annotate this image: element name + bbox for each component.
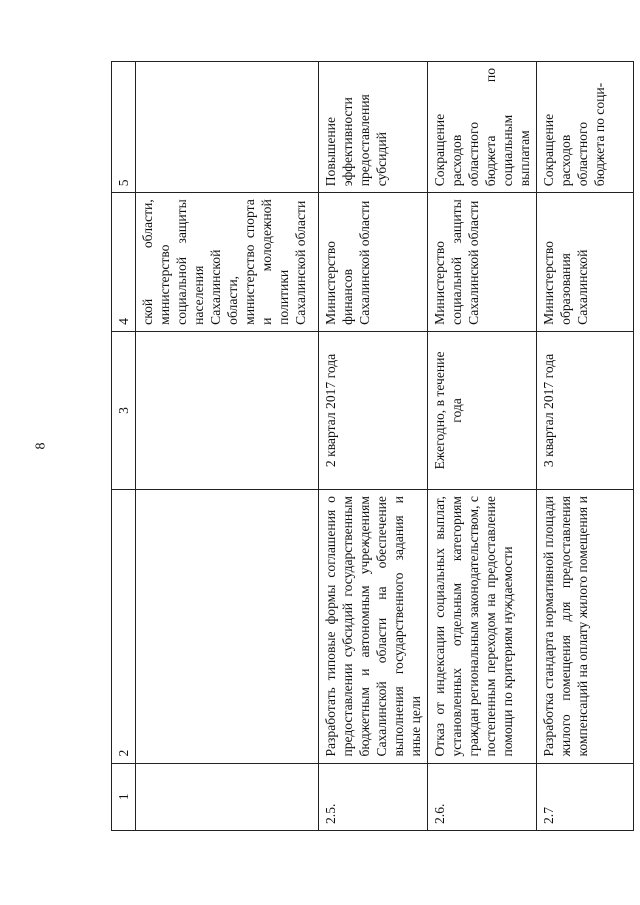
cell-executor: Министерство образования Сахалинской (537, 193, 634, 332)
column-number-3: 3 (112, 331, 136, 489)
cell-measure (136, 490, 319, 764)
table-row (537, 62, 634, 831)
cell-num: 2.5. (319, 763, 428, 830)
cell-result (136, 62, 319, 193)
cell-executor: ской области, министерство социальной защиты населения Сахалинской области, министерство спорта и молодежной политики Сахалинской области (136, 193, 319, 332)
column-number-5: 5 (112, 62, 136, 193)
cell-deadline: 2 квартал 2017 года (319, 331, 428, 489)
cell-measure: Разработать типовые формы соглашения о предоставлении субсидий государственным бюджетным и автономным учреждениям Сахалинской области на обеспечение выполнения государственного задания и иные цели (319, 490, 428, 764)
cell-deadline (136, 331, 319, 489)
cell-executor: Министерство финансов Сахалинской области (319, 193, 428, 332)
cell-result: Сокращение расходов областного бюджета по социальным выплатам (428, 62, 537, 193)
column-number-4: 4 (112, 193, 136, 332)
cell-executor: Министерство социальной защиты Сахалинской области (428, 193, 537, 332)
table-row (319, 62, 428, 831)
cell-num (136, 763, 319, 830)
cell-result: Повышение эффективности предоставления субсидий (319, 62, 428, 193)
column-number-1: 1 (112, 763, 136, 830)
column-number-row (112, 62, 136, 831)
table-row-continued (136, 62, 319, 831)
cell-measure: Разработка стандарта нормативной площади жилого помещения для предоставления компенсаций на оплату жилого помещения и (537, 490, 634, 764)
table-row (428, 62, 537, 831)
rotated-table-container (111, 61, 607, 831)
cell-deadline: Ежегодно, в течение года (428, 331, 537, 489)
cell-num: 2.6. (428, 763, 537, 830)
measures-table (111, 61, 634, 831)
cell-deadline: 3 квартал 2017 года (537, 331, 634, 489)
column-number-2: 2 (112, 490, 136, 764)
cell-measure: Отказ от индексации социальных выплат, установленных отдельным категориям граждан региональным законодательством, с постепенным переходом на предоставление помощи по критериям нуждаемости (428, 490, 537, 764)
page-number: 8 (33, 442, 49, 450)
cell-num: 2.7 (537, 763, 634, 830)
cell-result: Сокращение расходов областного бюджета по соци- (537, 62, 634, 193)
